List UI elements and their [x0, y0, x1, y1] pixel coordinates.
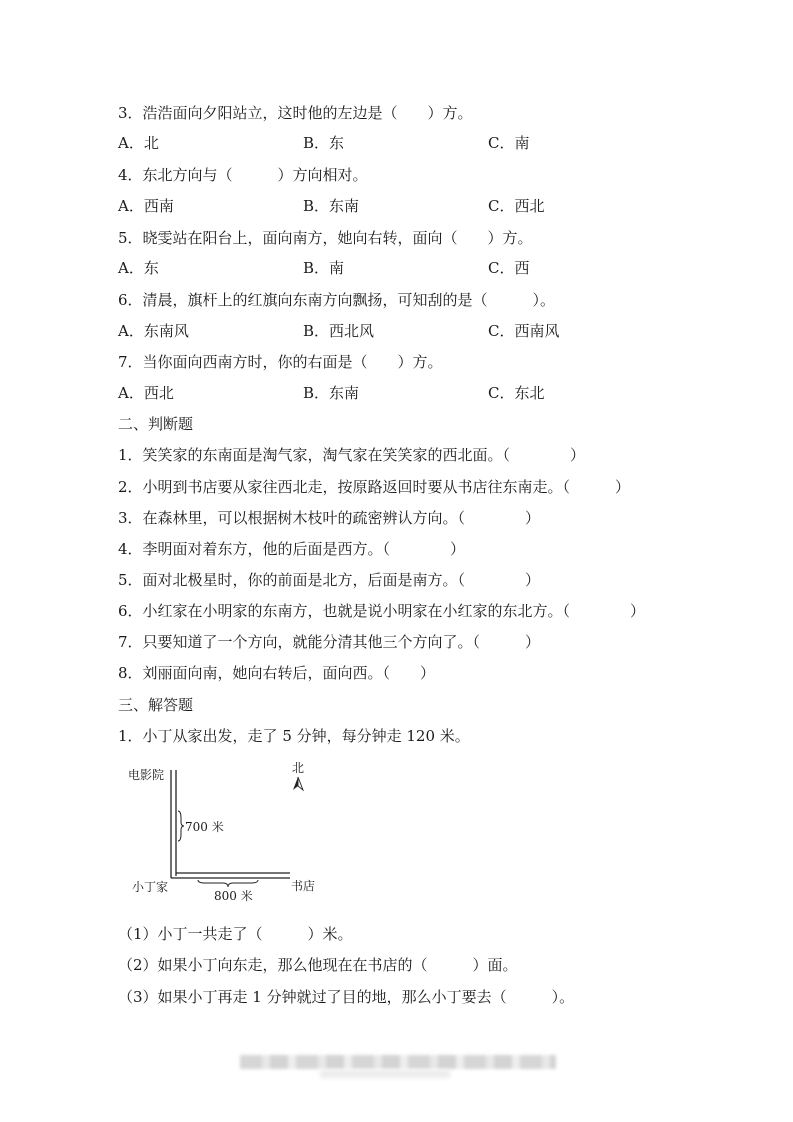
question-7-stem: 7．当你面向西南方时，你的右面是（ ）方。 — [118, 353, 443, 371]
question-3-option-c: C．南 — [488, 134, 530, 152]
vertical-distance-brace — [178, 811, 184, 841]
section-2-title: 二、判断题 — [118, 415, 194, 433]
sub-question-2: （2）如果小丁向东走，那么他现在在书店的（ ）面。 — [118, 956, 518, 974]
route-diagram — [118, 756, 328, 906]
question-5-option-c: C．西 — [488, 259, 530, 277]
question-6-option-b: B．西北风 — [303, 322, 375, 340]
judgment-question-5: 5．面对北极星时，你的前面是北方，后面是南方。（ ） — [118, 571, 541, 589]
question-3-option-a: A．北 — [118, 134, 159, 152]
blurred-footer-watermark — [240, 1055, 556, 1069]
question-4-stem: 4．东北方向与（ ）方向相对。 — [118, 166, 368, 184]
question-4-option-a: A．西南 — [118, 197, 174, 215]
judgment-question-7: 7．只要知道了一个方向，就能分清其他三个方向了。（ ） — [118, 633, 541, 651]
question-4-option-b: B．东南 — [303, 197, 360, 215]
horizontal-distance-label: 800 米 — [214, 889, 253, 903]
judgment-question-4: 4．李明面对着东方，他的后面是西方。（ ） — [118, 540, 466, 558]
cinema-label: 电影院 — [128, 768, 165, 782]
question-3-option-b: B．东 — [303, 134, 345, 152]
question-7-option-a: A．西北 — [118, 384, 174, 402]
question-5-option-a: A．东 — [118, 259, 159, 277]
judgment-question-1: 1．笑笑家的东南面是淘气家，淘气家在笑笑家的西北面。（ ） — [118, 446, 586, 464]
section-3-title: 三、解答题 — [118, 696, 194, 714]
north-arrow-icon — [293, 777, 298, 790]
horizontal-distance-brace — [198, 880, 258, 887]
question-4-option-c: C．西北 — [488, 197, 545, 215]
home-label: 小丁家 — [132, 880, 169, 894]
question-7-option-c: C．东北 — [488, 384, 545, 402]
question-3-stem: 3．浩浩面向夕阳站立，这时他的左边是（ ）方。 — [118, 104, 473, 122]
question-6-stem: 6．清晨，旗杆上的红旗向东南方向飘扬，可知刮的是（ ）。 — [118, 291, 556, 309]
judgment-question-6: 6．小红家在小明家的东南方，也就是说小明家在小红家的东北方。（ ） — [118, 602, 646, 620]
judgment-question-3: 3．在森林里，可以根据树木枝叶的疏密辨认方向。（ ） — [118, 509, 541, 527]
vertical-distance-label: 700 米 — [185, 820, 224, 834]
question-5-option-b: B．南 — [303, 259, 345, 277]
blurred-footer-watermark-sub — [320, 1070, 450, 1078]
judgment-question-2: 2．小明到书店要从家往西北走，按原路返回时要从书店往东南走。（ ） — [118, 478, 631, 496]
north-label: 北 — [292, 761, 305, 775]
question-5-stem: 5．晓雯站在阳台上，面向南方，她向右转，面向（ ）方。 — [118, 229, 533, 247]
bookstore-label: 书店 — [291, 879, 316, 893]
sub-question-1: （1）小丁一共走了（ ）米。 — [118, 925, 353, 943]
problem-1-stem: 1．小丁从家出发，走了 5 分钟，每分钟走 120 米。 — [118, 727, 470, 745]
sub-question-3: （3）如果小丁再走 1 分钟就过了目的地，那么小丁要去（ ）。 — [118, 988, 575, 1006]
question-6-option-c: C．西南风 — [488, 322, 560, 340]
question-6-option-a: A．东南风 — [118, 322, 189, 340]
question-7-option-b: B．东南 — [303, 384, 360, 402]
judgment-question-8: 8．刘丽面向南，她向右转后，面向西。（ ） — [118, 664, 436, 682]
